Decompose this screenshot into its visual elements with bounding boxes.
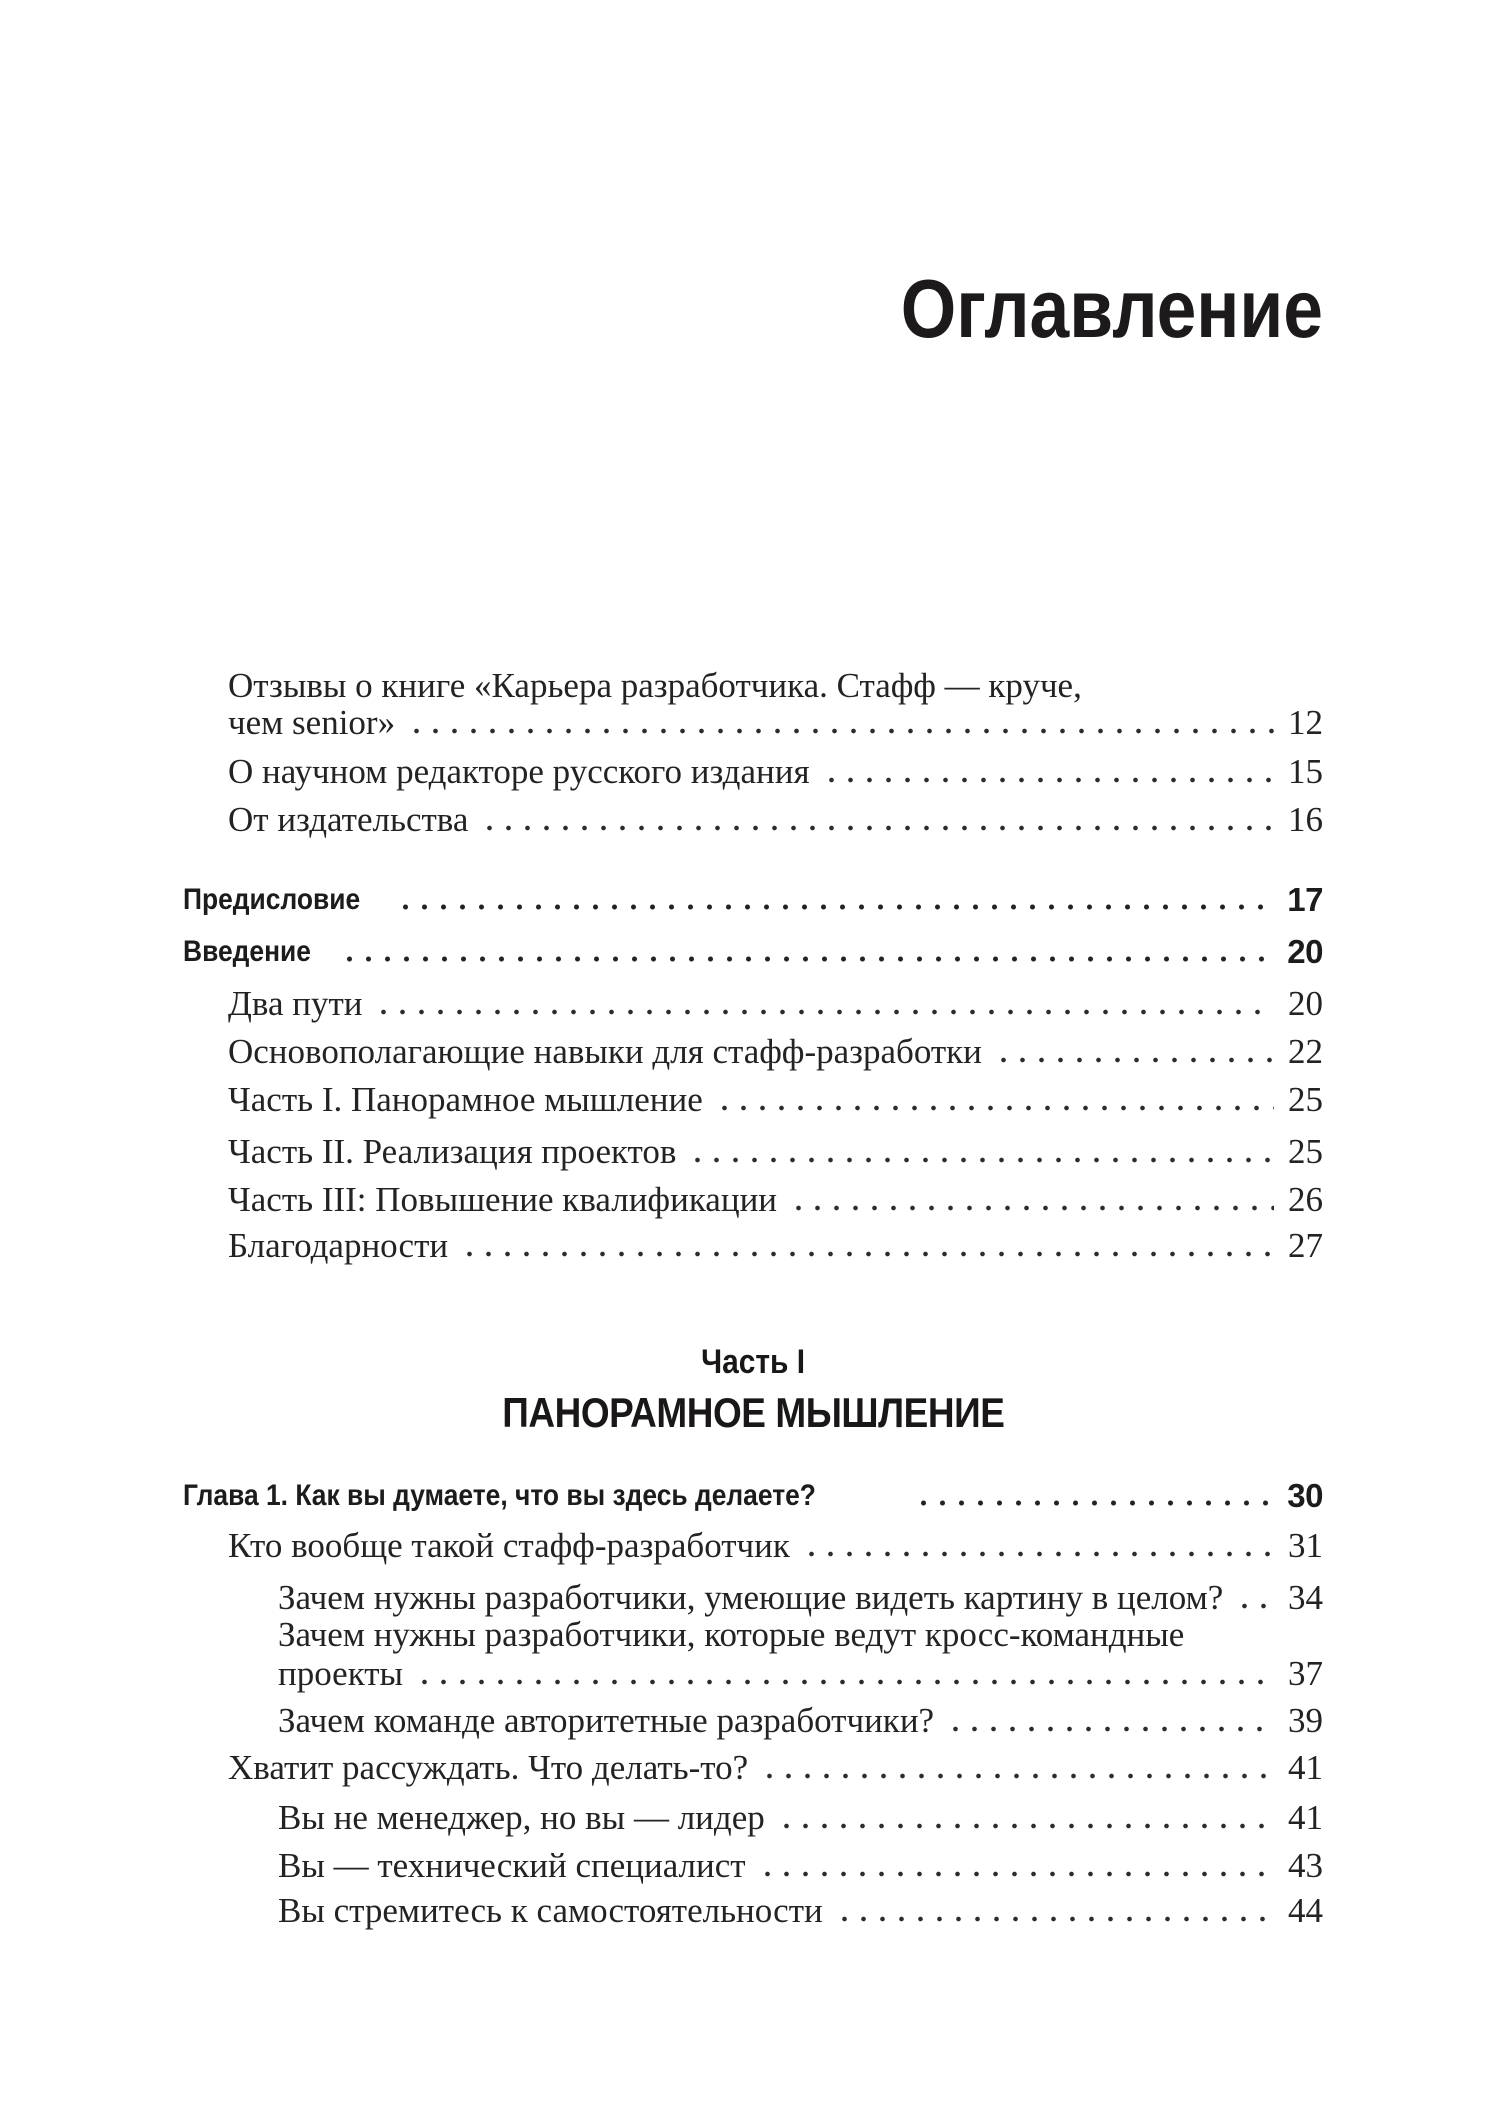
- dot-leader: [340, 953, 1273, 965]
- toc-entry-label: Зачем команде авторитетные разработчики?: [278, 1701, 935, 1740]
- toc-entry-page: 34: [1288, 1578, 1323, 1617]
- toc-entry-label: проекты: [278, 1654, 404, 1693]
- toc-entry-page: 41: [1288, 1748, 1323, 1787]
- dot-leader: [396, 901, 1273, 913]
- dot-leader: [758, 1868, 1274, 1880]
- part-heading: [183, 1339, 1323, 1441]
- toc-entry-label: От издательства: [228, 800, 469, 839]
- toc-entry-page: 37: [1288, 1654, 1323, 1693]
- dot-leader: [994, 1054, 1274, 1066]
- dot-leader: [914, 1497, 1273, 1509]
- toc-entry-label: Кто вообще такой стафф-разработчик: [228, 1526, 790, 1565]
- dot-leader: [460, 1248, 1274, 1260]
- toc-row: [183, 703, 1323, 743]
- toc-entry-label: О научном редакторе русского издания: [228, 752, 810, 791]
- toc-entry-label: Два пути: [228, 984, 363, 1023]
- toc-row: [183, 880, 1323, 920]
- toc-row: [183, 800, 1323, 840]
- toc-entry-label: Зачем нужны разработчики, которые ведут кросс-командные: [278, 1615, 1185, 1654]
- toc-entry-label: Хватит рассуждать. Что делать-то?: [228, 1748, 749, 1787]
- part-title-text: ПАНОРАМНОЕ МЫШЛЕНИЕ: [501, 1389, 1005, 1436]
- toc-row: [183, 752, 1323, 792]
- toc-entry-label: Введение: [183, 935, 311, 968]
- toc-entry-page: 39: [1288, 1701, 1323, 1740]
- toc-entry-page: 12: [1288, 703, 1323, 742]
- dot-leader: [822, 774, 1274, 786]
- toc-entry-page: 25: [1288, 1132, 1323, 1171]
- toc-entry-page: 22: [1288, 1032, 1323, 1071]
- toc-row: [183, 1846, 1323, 1886]
- toc-entry-page: 20: [1287, 933, 1323, 970]
- toc-row: [183, 666, 1323, 706]
- page-title: Оглавление: [900, 262, 1323, 355]
- part-title: [183, 1385, 1323, 1441]
- toc-entry-page: 15: [1288, 752, 1323, 791]
- toc-entry-label: Зачем нужны разработчики, умеющие видеть картину в целом?: [278, 1578, 1224, 1617]
- part-label: [183, 1339, 1323, 1385]
- toc-entry-page: 20: [1288, 984, 1323, 1023]
- toc-entry-page: 41: [1288, 1798, 1323, 1837]
- dot-leader: [789, 1202, 1274, 1214]
- dot-leader: [1235, 1600, 1274, 1612]
- toc-entry-page: 16: [1288, 800, 1323, 839]
- dot-leader: [802, 1548, 1274, 1560]
- toc-row: [183, 1748, 1323, 1788]
- toc-entry-label: чем senior»: [228, 703, 396, 742]
- toc-entry-page: 31: [1288, 1526, 1323, 1565]
- toc-entry-label: Вы — технический специалист: [278, 1846, 746, 1885]
- toc-entry-label: Часть II. Реализация проектов: [228, 1132, 677, 1171]
- toc-entry-page: 26: [1288, 1180, 1323, 1219]
- part-label-text: Часть I: [701, 1343, 805, 1381]
- dot-leader: [946, 1723, 1274, 1735]
- dot-leader: [760, 1770, 1274, 1782]
- dot-leader: [835, 1913, 1274, 1925]
- dot-leader: [374, 1006, 1274, 1018]
- table-of-contents: [183, 666, 1323, 1931]
- toc-row: [183, 932, 1323, 972]
- dot-leader: [688, 1154, 1274, 1166]
- toc-entry-label: Часть I. Панорамное мышление: [228, 1080, 703, 1119]
- toc-row: [183, 1132, 1323, 1172]
- toc-row: [183, 1226, 1323, 1266]
- toc-entry-label: Вы стремитесь к самостоятельности: [278, 1891, 823, 1930]
- toc-entry-label: Благодарности: [228, 1226, 449, 1265]
- dot-leader: [715, 1102, 1274, 1114]
- dot-leader: [480, 822, 1274, 834]
- toc-row: [183, 1798, 1323, 1838]
- toc-row: [183, 1526, 1323, 1566]
- toc-entry-label: Вы не менеджер, но вы — лидер: [278, 1798, 765, 1837]
- toc-row: [183, 1476, 1323, 1516]
- dot-leader: [415, 1676, 1274, 1688]
- toc-row: [183, 1891, 1323, 1931]
- toc-entry-label: Основополагающие навыки для стафф-разработки: [228, 1032, 982, 1071]
- toc-entry-page: 44: [1288, 1891, 1323, 1930]
- toc-row: [183, 1615, 1323, 1655]
- toc-entry-page: 30: [1287, 1477, 1323, 1514]
- toc-entry-label: Глава 1. Как вы думаете, что вы здесь делаете?: [183, 1479, 816, 1512]
- toc-entry-page: 43: [1288, 1846, 1323, 1885]
- toc-row: [183, 1701, 1323, 1741]
- toc-entry-page: 25: [1288, 1080, 1323, 1119]
- dot-leader: [407, 725, 1274, 737]
- toc-row: [183, 1080, 1323, 1120]
- toc-entry-label: Отзывы о книге «Карьера разработчика. Стафф — круче,: [228, 666, 1082, 705]
- toc-row: [183, 984, 1323, 1024]
- toc-row: [183, 1578, 1323, 1618]
- toc-row: [183, 1654, 1323, 1694]
- toc-entry-page: 17: [1287, 881, 1323, 918]
- toc-row: [183, 1180, 1323, 1220]
- dot-leader: [777, 1820, 1274, 1832]
- toc-entry-label: Часть III: Повышение квалификации: [228, 1180, 778, 1219]
- toc-entry-label: Предисловие: [183, 883, 361, 916]
- toc-entry-page: 27: [1288, 1226, 1323, 1265]
- toc-row: [183, 1032, 1323, 1072]
